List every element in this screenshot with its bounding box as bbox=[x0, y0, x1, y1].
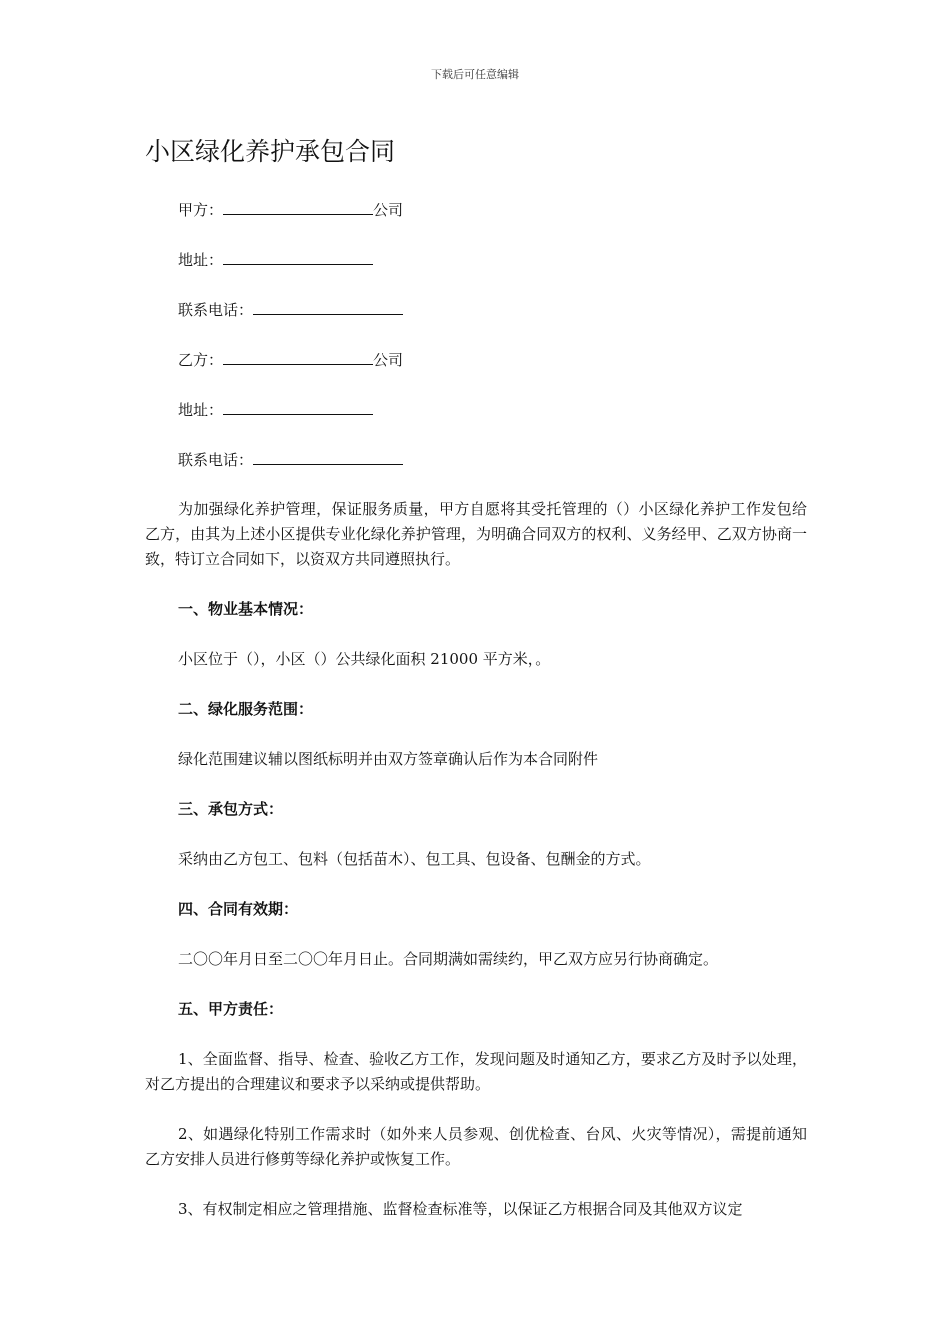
party-b-name-line bbox=[145, 347, 807, 372]
party-b-address-label: 地址： bbox=[178, 401, 224, 419]
section-5-item-3: 3、有权制定相应之管理措施、监督检查标准等，以保证乙方根据合同及其他双方议定 bbox=[178, 1200, 743, 1218]
section-5-item-1: 1、全面监督、指导、检查、验收乙方工作，发现问题及时通知乙方，要求乙方及时予以处理，对乙方提出的合理建议和要求予以采纳或提供帮助。 bbox=[145, 1050, 807, 1093]
party-a-phone-label: 联系电话： bbox=[178, 301, 254, 319]
party-b-phone-label: 联系电话： bbox=[178, 451, 254, 469]
section-3-heading: 三、承包方式： bbox=[178, 800, 284, 818]
party-b-name-blank bbox=[223, 347, 373, 365]
intro-paragraph: 为加强绿化养护管理，保证服务质量，甲方自愿将其受托管理的（）小区绿化养护工作发包给乙方，由其为上述小区提供专业化绿化养护管理，为明确合同双方的权利、义务经甲、乙双方协商一致，特订立合同如下，以资双方共同遵照执行。 bbox=[145, 500, 807, 568]
party-b-phone-line bbox=[145, 447, 807, 472]
party-a-address-label: 地址： bbox=[178, 251, 224, 269]
header-note: 下载后可任意编辑 bbox=[431, 68, 519, 81]
document-title: 小区绿化养护承包合同 bbox=[145, 137, 396, 166]
section-1-heading: 一、物业基本情况： bbox=[178, 600, 314, 618]
party-b-address-blank bbox=[223, 397, 373, 415]
party-a-address-blank bbox=[223, 247, 373, 265]
section-4-text: 二〇〇年月日至二〇〇年月日止。合同期满如需续约，甲乙双方应另行协商确定。 bbox=[178, 950, 719, 968]
section-3-text: 采纳由乙方包工、包料（包括苗木）、包工具、包设备、包酬金的方式。 bbox=[178, 850, 651, 868]
contract-body bbox=[145, 197, 807, 1247]
party-a-phone-line bbox=[145, 297, 807, 322]
party-a-phone-blank bbox=[253, 297, 403, 315]
party-a-name-label: 甲方： bbox=[178, 201, 224, 219]
party-b-address-line bbox=[145, 397, 807, 422]
section-5-item-2: 2、如遇绿化特别工作需求时（如外来人员参观、创优检查、台风、火灾等情况），需提前通知乙方安排人员进行修剪等绿化养护或恢复工作。 bbox=[145, 1125, 807, 1168]
party-b-phone-blank bbox=[253, 447, 403, 465]
party-a-name-blank bbox=[223, 197, 373, 215]
party-b-name-suffix: 公司 bbox=[373, 351, 404, 369]
section-2-heading: 二、绿化服务范围： bbox=[178, 700, 314, 718]
party-a-name-line bbox=[145, 197, 807, 222]
section-5-heading: 五、甲方责任： bbox=[178, 1000, 284, 1018]
party-b-name-label: 乙方： bbox=[178, 351, 224, 369]
section-4-heading: 四、合同有效期： bbox=[178, 900, 299, 918]
party-a-name-suffix: 公司 bbox=[373, 201, 404, 219]
section-1-text: 小区位于（），小区（）公共绿化面积 21000 平方米，。 bbox=[178, 650, 551, 668]
section-2-text: 绿化范围建议辅以图纸标明并由双方签章确认后作为本合同附件 bbox=[178, 750, 599, 768]
party-a-address-line bbox=[145, 247, 807, 272]
